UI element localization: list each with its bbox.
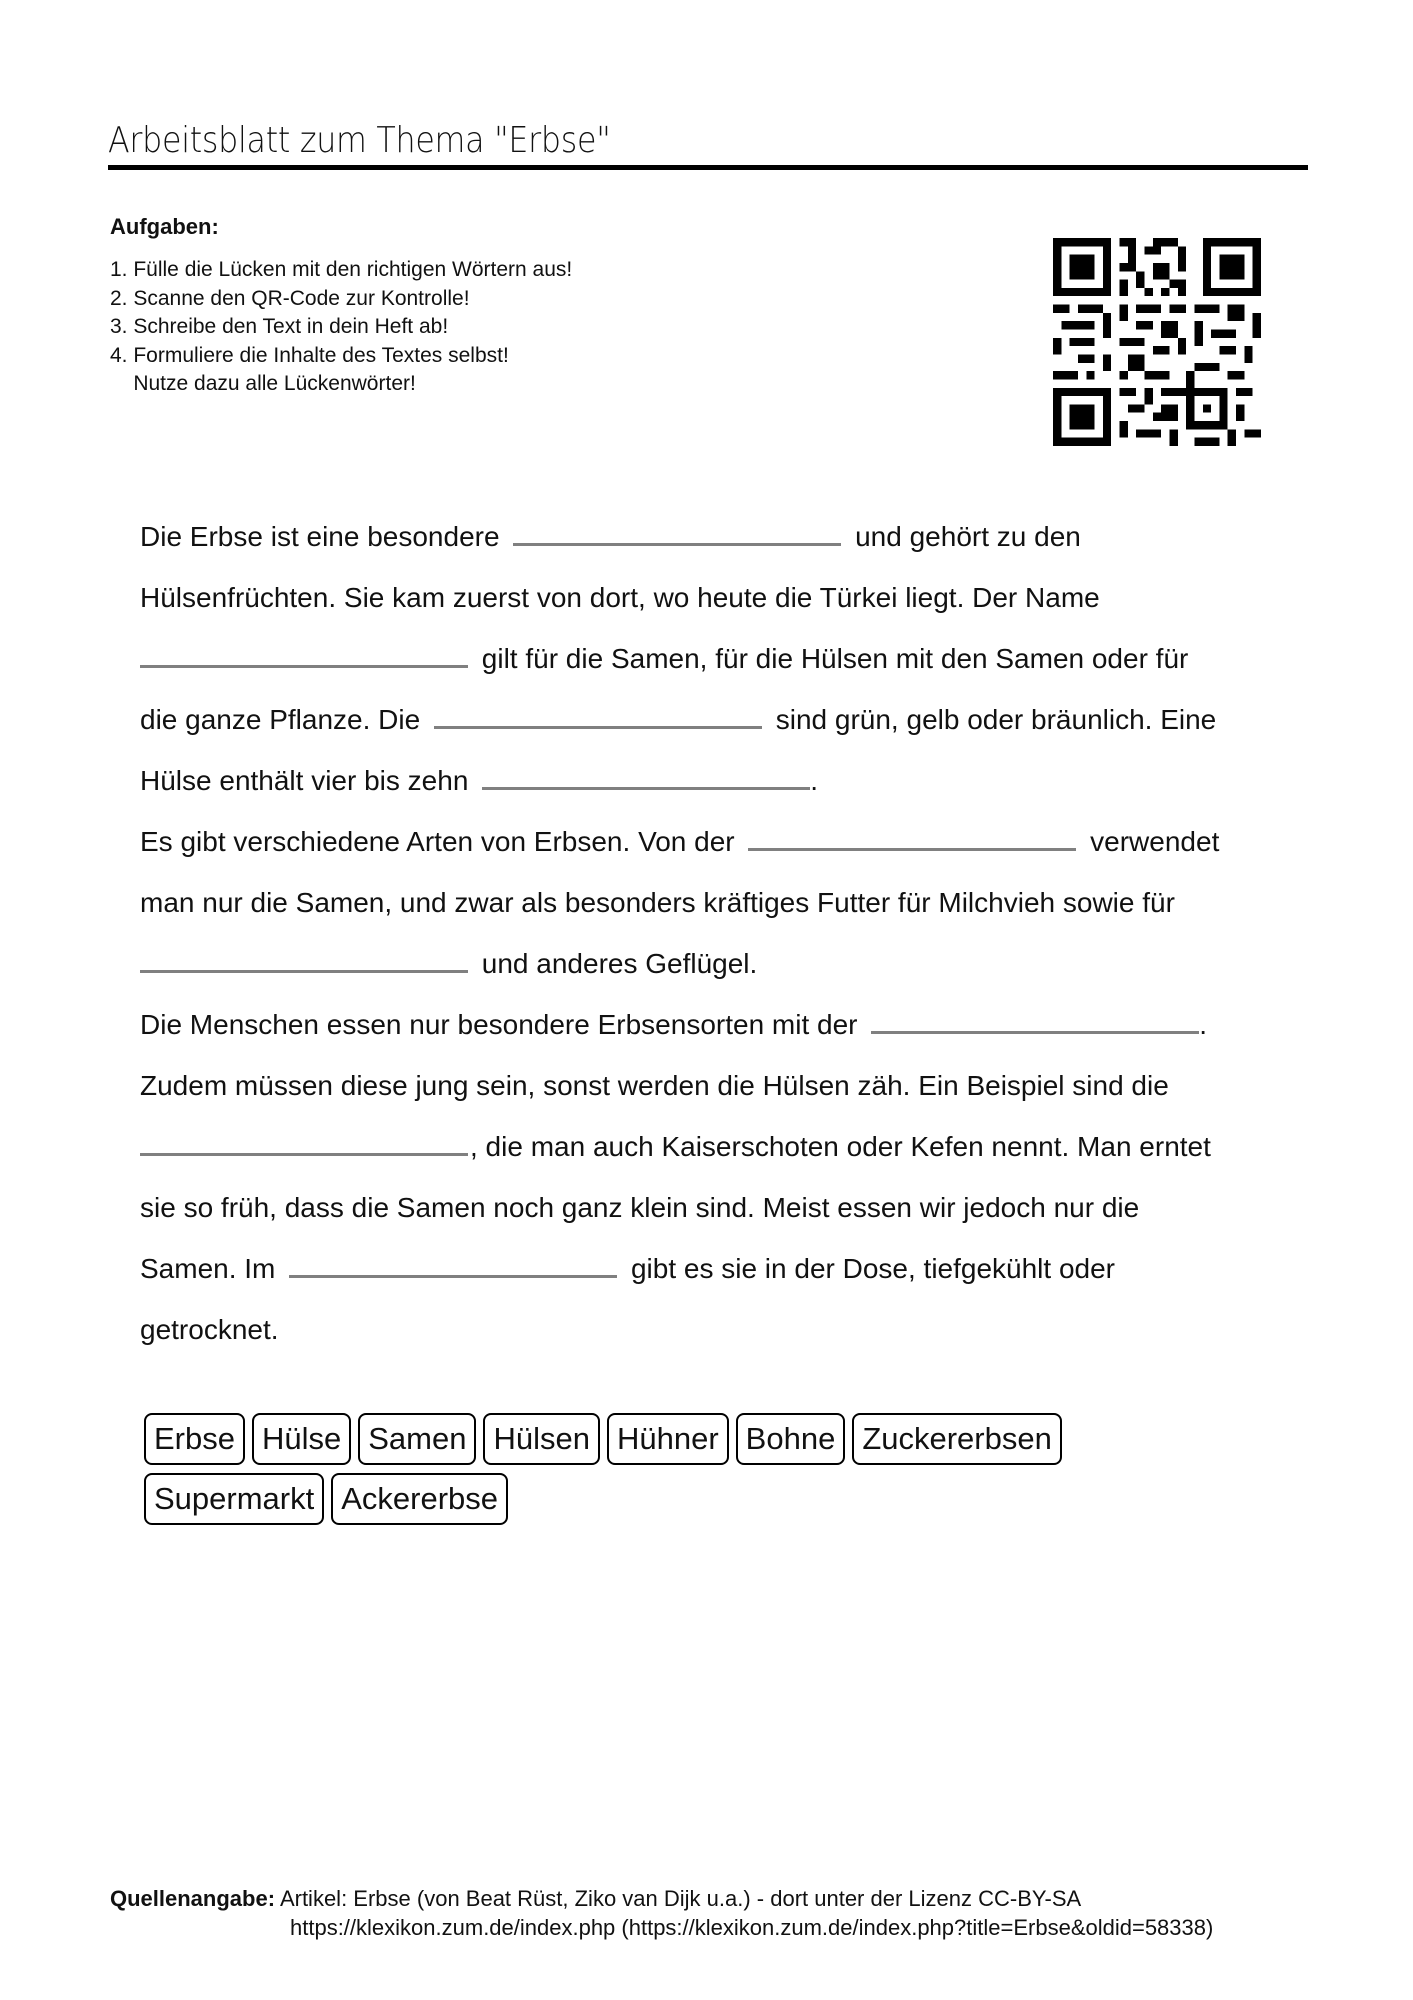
text-line: Es gibt verschiedene Arten von Erbsen. Von der verwendet bbox=[140, 826, 1220, 857]
cloze-text bbox=[140, 506, 1300, 1360]
word-bank-row bbox=[144, 1473, 1144, 1533]
source-citation bbox=[110, 1884, 1213, 1942]
text-line: Samen. Im gibt es sie in der Dose, tiefgekühlt oder bbox=[140, 1253, 1116, 1284]
word-chip[interactable]: Erbse bbox=[144, 1413, 245, 1465]
text-line: man nur die Samen, und zwar als besonders kräftiges Futter für Milchvieh sowie für bbox=[140, 887, 1175, 918]
source-label: Quellenangabe: bbox=[110, 1886, 276, 1911]
word-chip[interactable]: Supermarkt bbox=[144, 1473, 324, 1525]
word-chip[interactable]: Bohne bbox=[736, 1413, 846, 1465]
text-line: Die Erbse ist eine besondere und gehört zu den bbox=[140, 521, 1081, 552]
word-chip[interactable]: Hülsen bbox=[483, 1413, 600, 1465]
text-line: Die Menschen essen nur besondere Erbsensorten mit der . bbox=[140, 1009, 1208, 1040]
answer-gap[interactable] bbox=[140, 948, 468, 973]
task-item: 3. Schreibe den Text in dein Heft ab! bbox=[110, 315, 449, 338]
text-line: die ganze Pflanze. Die sind grün, gelb oder bräunlich. Eine bbox=[140, 704, 1217, 735]
answer-gap[interactable] bbox=[513, 521, 841, 546]
text-line: Zudem müssen diese jung sein, sonst werden die Hülsen zäh. Ein Beispiel sind die bbox=[140, 1070, 1169, 1101]
source-url: https://klexikon.zum.de/index.php (https://klexikon.zum.de/index.php?title=Erbse&oldid=58338) bbox=[290, 1915, 1214, 1940]
page-title: Arbeitsblatt zum Thema "Erbse" bbox=[108, 120, 611, 161]
text-line: gilt für die Samen, für die Hülsen mit den Samen oder für bbox=[140, 628, 1300, 689]
title-rule bbox=[108, 165, 1308, 170]
word-chip[interactable]: Ackererbse bbox=[331, 1473, 508, 1525]
word-chip[interactable]: Samen bbox=[358, 1413, 476, 1465]
word-chip[interactable]: Hülse bbox=[252, 1413, 351, 1465]
task-item: 2. Scanne den QR-Code zur Kontrolle! bbox=[110, 286, 470, 310]
answer-gap[interactable] bbox=[289, 1253, 617, 1278]
word-bank bbox=[144, 1413, 1144, 1533]
answer-gap[interactable] bbox=[140, 1131, 468, 1156]
tasks-heading: Aufgaben: bbox=[110, 214, 219, 239]
task-item: 1. Fülle die Lücken mit den richtigen Wörtern aus! bbox=[110, 258, 573, 281]
answer-gap[interactable] bbox=[140, 643, 468, 668]
text-line: Hülse enthält vier bis zehn . bbox=[140, 765, 818, 796]
qr-code-icon bbox=[1053, 238, 1261, 446]
task-list bbox=[110, 256, 572, 399]
word-bank-row bbox=[144, 1413, 1144, 1473]
answer-gap[interactable] bbox=[748, 826, 1076, 851]
answer-gap[interactable] bbox=[482, 765, 810, 790]
task-item: Nutze dazu alle Lückenwörter! bbox=[110, 372, 416, 395]
text-line: Hülsenfrüchten. Sie kam zuerst von dort, wo heute die Türkei liegt. Der Name bbox=[140, 582, 1100, 613]
word-chip[interactable]: Hühner bbox=[607, 1413, 729, 1465]
text-line: und anderes Geflügel. bbox=[140, 933, 1300, 994]
answer-gap[interactable] bbox=[434, 704, 762, 729]
text-line: , die man auch Kaiserschoten oder Kefen nennt. Man erntet bbox=[140, 1116, 1300, 1177]
task-item: 4. Formuliere die Inhalte des Textes selbst! bbox=[110, 343, 509, 367]
text-line: sie so früh, dass die Samen noch ganz klein sind. Meist essen wir jedoch nur die bbox=[140, 1192, 1140, 1223]
source-text: Artikel: Erbse (von Beat Rüst, Ziko van Dijk u.a.) - dort unter der Lizenz CC-BY-SA bbox=[275, 1886, 1082, 1911]
text-line: getrocknet. bbox=[140, 1314, 279, 1345]
answer-gap[interactable] bbox=[871, 1009, 1199, 1034]
word-chip[interactable]: Zuckererbsen bbox=[852, 1413, 1062, 1465]
